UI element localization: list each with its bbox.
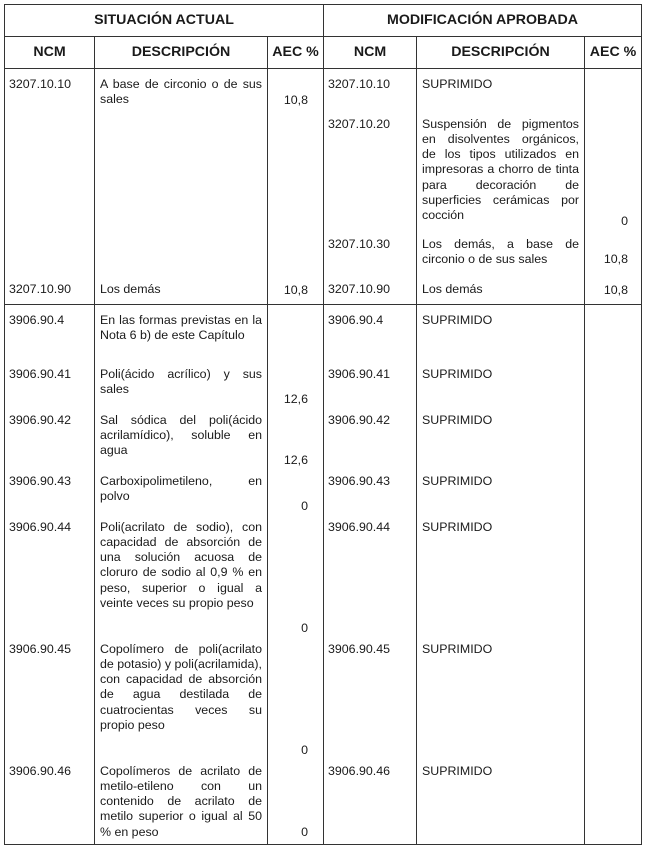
description: SUPRIMIDO [417, 519, 585, 641]
ncm-code: 3906.90.44 [5, 519, 95, 641]
description: SUPRIMIDO [417, 473, 585, 519]
ncm-code: 3906.90.45 [324, 641, 417, 763]
aec-value: 0 [268, 641, 324, 763]
table-row [5, 641, 642, 763]
aec-value: 0 [268, 473, 324, 519]
ncm-code: 3207.10.90 [5, 274, 95, 305]
description: SUPRIMIDO [417, 641, 585, 763]
description: A base de circonio o de sus sales [95, 69, 268, 274]
ncm-code: 3906.90.42 [324, 412, 417, 473]
ncm-code: 3906.90.46 [5, 763, 95, 845]
tariff-modification-table [4, 4, 642, 845]
aec-value [585, 519, 642, 641]
description: Sal sódica del poli(ácido acrilamídico), soluble en agua [95, 412, 268, 473]
table-row [5, 274, 642, 305]
ncm-code: 3207.10.10 [324, 69, 417, 116]
table-row [5, 763, 642, 845]
aec-value: 12,6 [268, 412, 324, 473]
table-row [5, 473, 642, 519]
ncm-code: 3207.10.30 [324, 236, 417, 274]
aec-value: 10,8 [268, 69, 324, 274]
header-modificacion-aprobada: MODIFICACIÓN APROBADA [324, 5, 642, 37]
aec-value: 0 [268, 763, 324, 845]
ncm-code: 3906.90.45 [5, 641, 95, 763]
aec-value [585, 763, 642, 845]
col-header-ncm-right: NCM [324, 37, 417, 69]
description: Poli(acrilato de sodio), con capacidad de absorción de una solución acuosa de cloruro de sodio al 0,9 % en peso, superior o igual a veinte veces su propio peso [95, 519, 268, 641]
description: Los demás [417, 274, 585, 305]
description: Los demás, a base de circonio o de sus sales [417, 236, 585, 274]
description: Suspensión de pigmentos en disolventes orgánicos, de los tipos utilizados en impresoras a chorro de tinta para decoración de superficies cerámicas por cocción [417, 116, 585, 236]
aec-value [585, 473, 642, 519]
ncm-code: 3906.90.41 [324, 366, 417, 412]
group-header-row [5, 5, 642, 37]
description: SUPRIMIDO [417, 305, 585, 366]
description: SUPRIMIDO [417, 69, 585, 116]
ncm-code: 3207.10.10 [5, 69, 95, 274]
table-row [5, 366, 642, 412]
aec-value: 0 [585, 116, 642, 236]
description: SUPRIMIDO [417, 366, 585, 412]
ncm-code: 3906.90.44 [324, 519, 417, 641]
table-row [5, 305, 642, 366]
column-header-row [5, 37, 642, 69]
aec-value [585, 305, 642, 366]
aec-value [585, 641, 642, 763]
col-header-aec-left: AEC % [268, 37, 324, 69]
header-situacion-actual: SITUACIÓN ACTUAL [5, 5, 324, 37]
table-row [5, 519, 642, 641]
description: Carboxipolimetileno, en polvo [95, 473, 268, 519]
description: Copolímeros de acrilato de metilo-etileno con un contenido de acrilato de metilo superior o igual al 50 % en peso [95, 763, 268, 845]
ncm-code: 3906.90.46 [324, 763, 417, 845]
description: SUPRIMIDO [417, 763, 585, 845]
ncm-code: 3207.10.20 [324, 116, 417, 236]
aec-value [268, 305, 324, 366]
aec-value: 10,8 [268, 274, 324, 305]
ncm-code: 3906.90.4 [5, 305, 95, 366]
col-header-descripcion-left: DESCRIPCIÓN [95, 37, 268, 69]
description: En las formas previstas en la Nota 6 b) de este Capítulo [95, 305, 268, 366]
aec-value: 12,6 [268, 366, 324, 412]
aec-value [585, 69, 642, 116]
ncm-code: 3207.10.90 [324, 274, 417, 305]
col-header-descripcion-right: DESCRIPCIÓN [417, 37, 585, 69]
ncm-code: 3906.90.42 [5, 412, 95, 473]
aec-value: 10,8 [585, 236, 642, 274]
description: Poli(ácido acrílico) y sus sales [95, 366, 268, 412]
ncm-code: 3906.90.43 [5, 473, 95, 519]
description: SUPRIMIDO [417, 412, 585, 473]
table-row [5, 69, 642, 116]
col-header-aec-right: AEC % [585, 37, 642, 69]
col-header-ncm-left: NCM [5, 37, 95, 69]
description: Los demás [95, 274, 268, 305]
ncm-code: 3906.90.4 [324, 305, 417, 366]
aec-value [585, 366, 642, 412]
ncm-code: 3906.90.41 [5, 366, 95, 412]
table-row [5, 412, 642, 473]
aec-value [585, 412, 642, 473]
aec-value: 10,8 [585, 274, 642, 305]
ncm-code: 3906.90.43 [324, 473, 417, 519]
description: Copolímero de poli(acrilato de potasio) y poli(acrilamida), con capacidad de absorción de agua destilada de cuatrocientas veces su propio peso [95, 641, 268, 763]
aec-value: 0 [268, 519, 324, 641]
